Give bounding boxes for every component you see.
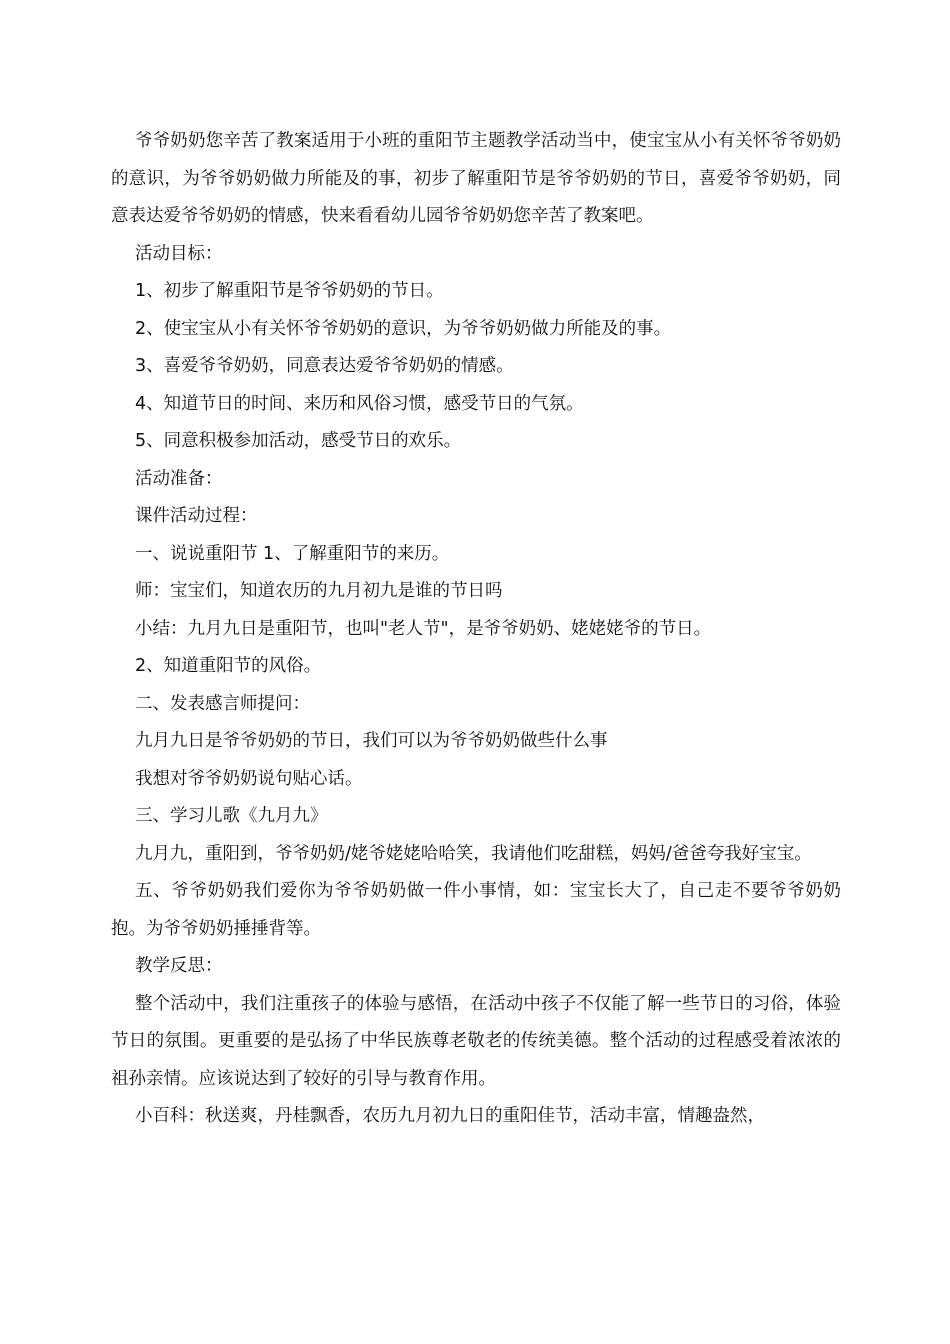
section-heading-goals: 活动目标： [135,243,223,264]
teacher-question: 师：宝宝们，知道农历的九月初九是谁的节日吗 [135,581,503,601]
encyclopedia-paragraph: 小百科：秋送爽，丹桂飘香，农历九月初九日的重阳佳节，活动丰富，情趣盎然， [135,1106,765,1126]
step-one: 一、说说重阳节 1、了解重阳节的来历。 [135,543,450,564]
section-heading-preparation: 活动准备： [135,468,223,489]
goal-item-1: 1、初步了解重阳节是爷爷奶奶的节日。 [135,281,444,301]
intro-paragraph: 爷爷奶奶您辛苦了教案适用于小班的重阳节主题教学活动当中，使宝宝从小有关怀爷爷奶奶的意识，为爷爷奶奶做力所能及的事，初步了解重阳节是爷爷奶奶的节日，喜爱爷爷奶奶，同意表达爱爷爷奶奶的情感，快来看看幼儿园爷爷奶奶您辛苦了教案吧。 [111,131,841,226]
section-heading-reflection: 教学反思： [135,956,223,976]
step-customs: 2、知道重阳节的风俗。 [135,656,322,676]
summary-line: 小结：九月九日是重阳节，也叫"老人节"，是爷爷奶奶、姥姥姥爷的节日。 [135,618,712,639]
step-five: 五、爷爷奶奶我们爱你为爷爷奶奶做一件小事情，如：宝宝长大了，自己走不要爷爷奶奶抱。为爷爷奶奶捶捶背等。 [111,881,841,939]
step-two: 二、发表感言师提问： [135,693,310,714]
goal-item-5: 5、同意积极参加活动，感受节日的欢乐。 [135,431,462,451]
reflection-paragraph: 整个活动中，我们注重孩子的体验与感悟，在活动中孩子不仅能了解一些节日的习俗，体验节日的氛围。更重要的是弘扬了中华民族尊老敬老的传统美德。整个活动的过程感受着浓浓的祖孙亲情。应该说达到了较好的引导与教育作用。 [111,993,841,1089]
document-body [111,123,841,1136]
section-heading-process: 课件活动过程： [135,506,258,526]
goal-item-3: 3、喜爱爷爷奶奶，同意表达爱爷爷奶奶的情感。 [135,356,514,376]
question-line: 九月九日是爷爷奶奶的节日，我们可以为爷爷奶奶做些什么事 [135,731,608,751]
nursery-rhyme: 九月九，重阳到，爷爷奶奶/姥爷姥姥哈哈笑，我请他们吃甜糕，妈妈/爸爸夸我好宝宝。 [135,843,812,864]
goal-item-4: 4、知道节日的时间、来历和风俗习惯，感受节日的气氛。 [135,393,584,414]
goal-item-2: 2、使宝宝从小有关怀爷爷奶奶的意识，为爷爷奶奶做力所能及的事。 [135,318,672,339]
heartfelt-words: 我想对爷爷奶奶说句贴心话。 [135,768,363,789]
step-three: 三、学习儿歌《九月九》 [135,806,328,826]
